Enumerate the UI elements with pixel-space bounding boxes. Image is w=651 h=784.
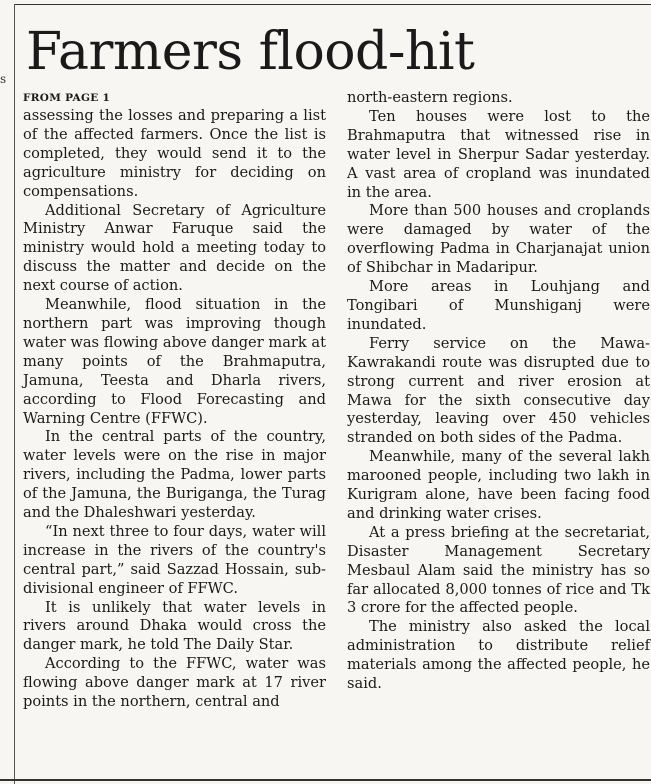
paragraph: Meanwhile, flood situation in the northern part was improving though water was flowing above danger mark at many points of the Brahmaputra, Jamuna, Teesta and Dharla rivers, according to Flood Forecasting and Warning Centre (FFWC). [23,296,326,427]
paragraph: “In next three to four days, water will increase in the rivers of the country's central part,” said Sazzad Hossain, sub-divisional engineer of FFWC. [23,522,326,597]
paragraph: north-eastern regions. [347,89,513,106]
paragraph: Meanwhile, many of the several lakh marooned people, including two lakh in Kurigram alone, have been facing food and drinking water crises. [347,448,650,522]
paragraph: At a press briefing at the secretariat, Disaster Management Secretary Mesbaul Alam said the ministry has so far allocated 8,000 tonnes of rice and Tk 3 crore for the affected people. [347,523,650,617]
paragraph: The ministry also asked the local administration to distribute relief materials among the affected people, he said. [347,618,650,693]
paragraph: It is unlikely that water levels in rivers around Dhaka would cross the danger mark, he told The Daily Star. [23,598,326,654]
paragraph: According to the FFWC, water was flowing above danger mark at 17 river points in the northern, central and [23,655,326,711]
left-border-rule [14,4,15,784]
headline: Farmers flood-hit [26,22,475,82]
paragraph: Ten houses were lost to the Brahmaputra that witnessed rise in water level in Sherpur Sadar yesterday. A vast area of cropland was inundated in the area. [347,107,650,201]
edge-fragment: s [0,72,7,86]
top-border-rule [14,4,651,5]
paragraph: assessing the losses and preparing a list of the affected farmers. Once the list is completed, they would send it to the agriculture ministry for deciding on compensations. [23,107,326,200]
paragraph: More than 500 houses and croplands were damaged by water of the overflowing Padma in Charjanajat union of Shibchar in Madaripur. [347,202,650,277]
paragraph: In the central parts of the country, water levels were on the rise in major rivers, including the Padma, lower parts of the Jamuna, the Buriganga, the Turag and the Dhaleshwari yesterday. [23,428,326,522]
paragraph: Additional Secretary of Agriculture Ministry Anwar Faruque said the ministry would hold a meeting today to discuss the matter and decide on the next course of action. [23,201,326,295]
bottom-border-rule [0,779,651,781]
right-column [347,89,650,694]
paragraph: More areas in Louhjang and Tongibari of Munshiganj were inundated. [347,278,650,333]
dateline: FROM PAGE 1 [23,92,111,104]
paragraph: Ferry service on the Mawa-Kawrakandi route was disrupted due to strong current and river erosion at Mawa for the sixth consecutive day yesterday, leaving over 450 vehicles stranded on both sides of the Padma. [347,334,650,447]
left-column [23,89,326,712]
